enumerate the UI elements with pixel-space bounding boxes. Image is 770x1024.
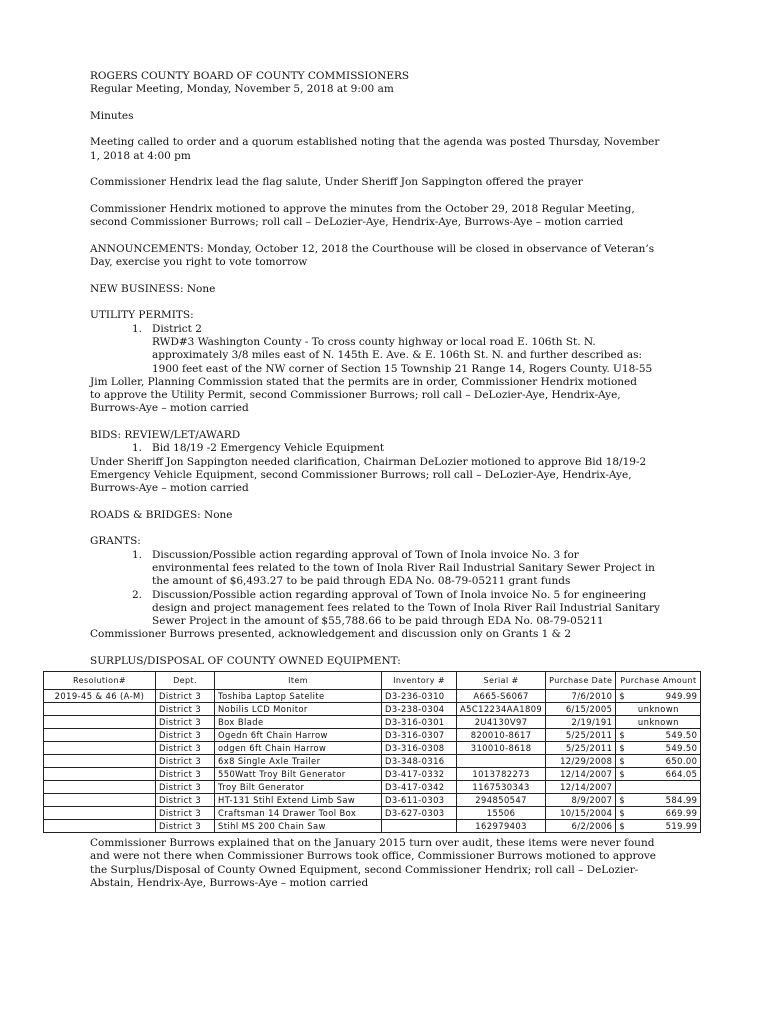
purchase-date-cell: 10/15/2004 (546, 807, 616, 820)
table-row (44, 703, 701, 716)
resolution-cell (44, 703, 156, 716)
list-number: 1. (131, 548, 142, 561)
column-header: Serial # (457, 672, 546, 690)
amount-value: 584.99 (665, 795, 698, 805)
amount-value: 549.50 (665, 743, 698, 753)
list-item (90, 442, 690, 455)
text-line: Emergency Vehicle Equipment, second Commissioner Burrows; roll call – DeLozier-Aye, Hendrix-Aye, (90, 468, 632, 481)
amount-value: 549.50 (665, 730, 698, 740)
list-item (90, 589, 690, 629)
inventory-cell: D3-316-0301 (382, 716, 457, 729)
purchase-amount-cell (616, 703, 701, 716)
serial-cell: A5C12234AA1809 (457, 703, 546, 716)
resolution-cell (44, 729, 156, 742)
surplus-resolution-paragraph (90, 837, 690, 890)
org-title: ROGERS COUNTY BOARD OF COUNTY COMMISSIONERS (90, 70, 410, 82)
column-header: Purchase Date (546, 672, 616, 690)
text-line: ANNOUNCEMENTS: Monday, October 12, 2018 the Courthouse will be closed in observance of Veteran’s (90, 242, 655, 255)
table-row (44, 768, 701, 781)
purchase-date-cell: 12/14/2007 (546, 768, 616, 781)
minutes-document (90, 70, 690, 668)
text-line: Burrows-Aye – motion carried (90, 482, 249, 495)
serial-cell: 162979403 (457, 820, 546, 833)
text-line: to approve the Utility Permit, second Commissioner Burrows; roll call – DeLozier-Aye, Hendrix-Aye, (90, 389, 621, 402)
utility-permits-section (90, 309, 690, 415)
amount-value: unknown (637, 717, 679, 727)
amount-value: 519.99 (665, 821, 698, 831)
item-cell: Craftsman 14 Drawer Tool Box (215, 807, 382, 820)
meeting-line: Regular Meeting, Monday, November 5, 2018 at 9:00 am (90, 83, 394, 96)
item-cell: 6x8 Single Axle Trailer (215, 755, 382, 768)
dept-cell: District 3 (156, 703, 215, 716)
text-line: Commissioner Burrows explained that on the January 2015 turn over audit, these items were never found (90, 837, 655, 849)
serial-cell: 2U4130V97 (457, 716, 546, 729)
list-item (90, 549, 690, 589)
currency-symbol: $ (619, 730, 626, 740)
inventory-cell: D3-348-0316 (382, 755, 457, 768)
list-item-text (152, 589, 690, 629)
text-line: Discussion/Possible action regarding approval of Town of Inola invoice No. 3 for (152, 548, 579, 561)
currency-symbol: $ (619, 808, 626, 818)
currency-symbol: $ (619, 743, 626, 753)
item-cell: Ogedn 6ft Chain Harrow (215, 729, 382, 742)
dept-cell: District 3 (156, 807, 215, 820)
surplus-equipment-table (43, 671, 701, 833)
purchase-amount-cell (616, 794, 701, 807)
inventory-cell: D3-238-0304 (382, 703, 457, 716)
item-cell: Stihl MS 200 Chain Saw (215, 820, 382, 833)
serial-cell: 1167530343 (457, 781, 546, 794)
resolution-cell: 2019-45 & 46 (A-M) (44, 690, 156, 703)
text-line: the Surplus/Disposal of County Owned Equipment, second Commissioner Hendrix; roll call – DeLozier- (90, 863, 639, 876)
section-heading: UTILITY PERMITS: (90, 309, 194, 322)
dept-cell: District 3 (156, 742, 215, 755)
inventory-cell: D3-417-0342 (382, 781, 457, 794)
text-line: Day, exercise you right to vote tomorrow (90, 256, 308, 269)
purchase-amount-cell (616, 716, 701, 729)
amount-wrap (619, 742, 697, 754)
dept-cell: District 3 (156, 729, 215, 742)
column-header: Purchase Amount (616, 672, 701, 690)
serial-cell: A665-S6067 (457, 690, 546, 703)
grants-section (90, 535, 690, 641)
text-line: Burrows-Aye – motion carried (90, 402, 249, 415)
surplus-heading: SURPLUS/DISPOSAL OF COUNTY OWNED EQUIPMENT: (90, 655, 401, 668)
approve-minutes-paragraph (90, 203, 690, 230)
bids-section (90, 429, 690, 495)
text-line: Commissioner Burrows presented, acknowledgement and discussion only on Grants 1 & 2 (90, 628, 572, 641)
list-item (90, 323, 690, 336)
purchase-amount-cell (616, 820, 701, 833)
inventory-cell (382, 820, 457, 833)
amount-wrap (619, 768, 697, 780)
text-line: Abstain, Hendrix-Aye, Burrows-Aye – motion carried (90, 876, 369, 889)
list-item-detail (90, 336, 690, 376)
dept-cell: District 3 (156, 820, 215, 833)
amount-value: 664.05 (665, 769, 698, 779)
resolution-cell (44, 794, 156, 807)
purchase-date-cell: 2/19/191 (546, 716, 616, 729)
text-line: and were not there when Commissioner Burrows took office, Commissioner Burrows motioned to approve (90, 850, 657, 863)
table-row (44, 690, 701, 703)
table-row (44, 820, 701, 833)
resolution-cell (44, 768, 156, 781)
list-number: 1. (131, 442, 142, 455)
serial-cell: 820010-8617 (457, 729, 546, 742)
amount-value: 949.99 (665, 691, 698, 701)
list-item-title: District 2 (152, 322, 202, 335)
purchase-date-cell: 8/9/2007 (546, 794, 616, 807)
purchase-date-cell: 7/6/2010 (546, 690, 616, 703)
resolution-cell (44, 716, 156, 729)
purchase-date-cell: 6/2/2006 (546, 820, 616, 833)
currency-symbol: $ (619, 795, 626, 805)
amount-wrap (619, 729, 697, 741)
amount-wrap (619, 807, 697, 819)
table-row (44, 716, 701, 729)
text-line: environmental fees related to the town of Inola River Rail Industrial Sanitary Sewer Project in (152, 561, 655, 574)
column-header: Item (215, 672, 382, 690)
inventory-cell: D3-627-0303 (382, 807, 457, 820)
announcements-paragraph (90, 243, 690, 270)
purchase-amount-cell (616, 807, 701, 820)
text-line: Meeting called to order and a quorum established noting that the agenda was posted Thursday, November (90, 136, 660, 149)
text-line: Sewer Project in the amount of $55,788.66 to be paid through EDA No. 08-79-05211 (152, 615, 604, 628)
resolution-cell (44, 820, 156, 833)
table-row (44, 729, 701, 742)
purchase-amount-cell (616, 768, 701, 781)
inventory-cell: D3-611-0303 (382, 794, 457, 807)
dept-cell: District 3 (156, 690, 215, 703)
serial-cell: 310010-8618 (457, 742, 546, 755)
resolution-cell (44, 742, 156, 755)
item-cell: Toshiba Laptop Satelite (215, 690, 382, 703)
purchase-amount-cell (616, 729, 701, 742)
purchase-amount-cell (616, 755, 701, 768)
table-header-row (44, 672, 701, 690)
currency-symbol: $ (619, 821, 626, 831)
section-heading: BIDS: REVIEW/LET/AWARD (90, 429, 241, 442)
table-body (44, 690, 701, 833)
purchase-amount-cell (616, 690, 701, 703)
amount-wrap (619, 794, 697, 806)
dept-cell: District 3 (156, 755, 215, 768)
inventory-cell: D3-236-0310 (382, 690, 457, 703)
purchase-date-cell: 5/25/2011 (546, 742, 616, 755)
inventory-cell: D3-417-0332 (382, 768, 457, 781)
text-line: the amount of $6,493.27 to be paid through EDA No. 08-79-05211 grant funds (152, 575, 571, 588)
table-row (44, 807, 701, 820)
roads-bridges-line: ROADS & BRIDGES: None (90, 508, 233, 521)
text-line: 1900 feet east of the NW corner of Section 15 Township 21 Range 14, Rogers County. U18-55 (152, 362, 653, 375)
column-header: Inventory # (382, 672, 457, 690)
list-item-text (152, 549, 690, 589)
currency-symbol: $ (619, 769, 626, 779)
currency-symbol: $ (619, 756, 626, 766)
header-block (90, 70, 690, 97)
column-header: Dept. (156, 672, 215, 690)
purchase-date-cell: 6/15/2005 (546, 703, 616, 716)
text-line: second Commissioner Burrows; roll call – DeLozier-Aye, Hendrix-Aye, Burrows-Aye – motion carried (90, 216, 624, 229)
currency-symbol: $ (619, 691, 626, 701)
table-row (44, 781, 701, 794)
dept-cell: District 3 (156, 781, 215, 794)
text-line: approximately 3/8 miles east of N. 145th E. Ave. & E. 106th St. N. and further described as: (152, 349, 643, 362)
purchase-amount-cell (616, 781, 701, 794)
purchase-amount-cell (616, 742, 701, 755)
serial-cell: 294850547 (457, 794, 546, 807)
amount-wrap (619, 820, 697, 832)
purchase-date-cell: 12/14/2007 (546, 781, 616, 794)
new-business-line: NEW BUSINESS: None (90, 282, 216, 295)
column-header: Resolution# (44, 672, 156, 690)
item-cell: odgen 6ft Chain Harrow (215, 742, 382, 755)
amount-wrap (619, 690, 697, 702)
item-cell: 550Watt Troy Bilt Generator (215, 768, 382, 781)
dept-cell: District 3 (156, 768, 215, 781)
purchase-date-cell: 5/25/2011 (546, 729, 616, 742)
section-heading: GRANTS: (90, 535, 141, 548)
item-cell: Nobilis LCD Monitor (215, 703, 382, 716)
table-row (44, 794, 701, 807)
dept-cell: District 3 (156, 794, 215, 807)
text-line: RWD#3 Washington County - To cross county highway or local road E. 106th St. N. (152, 335, 596, 348)
item-cell: HT-131 Stihl Extend Limb Saw (215, 794, 382, 807)
inventory-cell: D3-316-0307 (382, 729, 457, 742)
resolution-cell (44, 807, 156, 820)
amount-value: 650.00 (665, 756, 698, 766)
list-number: 2. (131, 588, 142, 601)
serial-cell (457, 755, 546, 768)
item-cell: Box Blade (215, 716, 382, 729)
table-row (44, 755, 701, 768)
text-line: design and project management fees related to the Town of Inola River Rail Industrial Sanitary (152, 601, 660, 614)
purchase-date-cell: 12/29/2008 (546, 755, 616, 768)
amount-value: 669.99 (665, 808, 698, 818)
flag-salute-paragraph: Commissioner Hendrix lead the flag salute, Under Sheriff Jon Sappington offered the prayer (90, 176, 583, 189)
minutes-label: Minutes (90, 109, 134, 122)
serial-cell: 1013782273 (457, 768, 546, 781)
text-line: Commissioner Hendrix motioned to approve the minutes from the October 29, 2018 Regular Meeting, (90, 202, 635, 215)
item-cell: Troy Bilt Generator (215, 781, 382, 794)
table-row (44, 742, 701, 755)
dept-cell: District 3 (156, 716, 215, 729)
amount-wrap (619, 755, 697, 767)
text-line: 1, 2018 at 4:00 pm (90, 149, 191, 162)
text-line: Jim Loller, Planning Commission stated that the permits are in order, Commissioner Hendrix motioned (90, 375, 637, 388)
serial-cell: 15506 (457, 807, 546, 820)
inventory-cell: D3-316-0308 (382, 742, 457, 755)
amount-value: unknown (637, 704, 679, 714)
called-to-order-paragraph (90, 136, 690, 163)
text-line: Under Sheriff Jon Sappington needed clarification, Chairman DeLozier motioned to approve Bid 18/19-2 (90, 455, 647, 468)
resolution-cell (44, 755, 156, 768)
list-item-title: Bid 18/19 -2 Emergency Vehicle Equipment (152, 442, 385, 455)
list-number: 1. (131, 322, 142, 335)
text-line: Discussion/Possible action regarding approval of Town of Inola invoice No. 5 for engineering (152, 588, 647, 601)
resolution-cell (44, 781, 156, 794)
